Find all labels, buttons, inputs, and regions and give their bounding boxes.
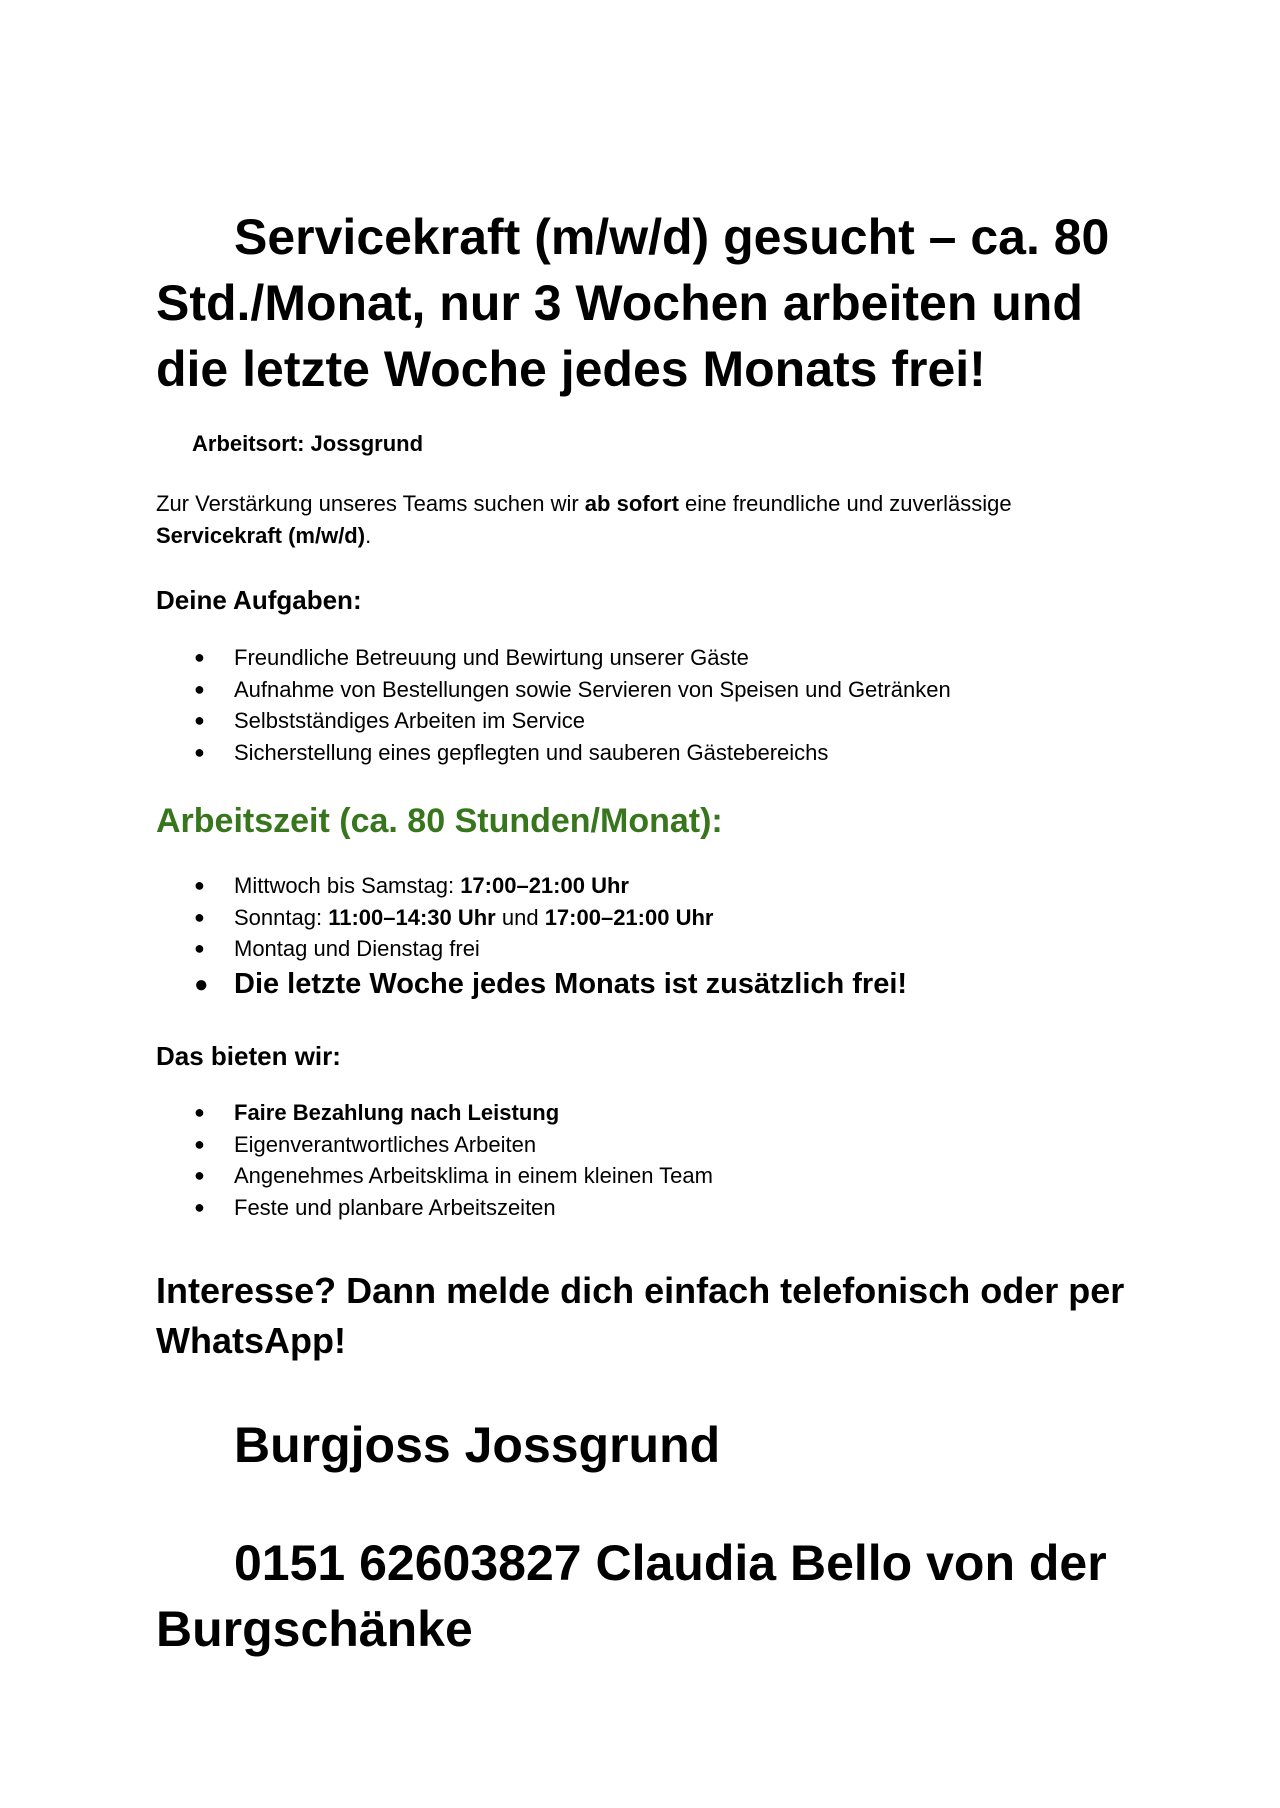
intro-bold-role: Servicekraft (m/w/d): [156, 523, 366, 548]
list-item: ● Angenehmes Arbeitsklima in einem kleinen Team: [156, 1160, 1136, 1192]
bullet-icon: ●: [194, 1165, 205, 1185]
list-item: ● Sonntag: 11:00–14:30 Uhr und 17:00–21:00 Uhr: [156, 902, 1136, 934]
work-location: Arbeitsort: Jossgrund: [192, 431, 424, 456]
hours-list: [156, 870, 1136, 1003]
hours-heading: Arbeitszeit (ca. 80 Stunden/Monat):: [156, 802, 723, 840]
page-title: Servicekraft (m/w/d) gesucht – ca. 80 Std./Monat, nur 3 Wochen arbeiten und die letzte Woche jedes Monats frei!: [156, 209, 1110, 397]
offer-list: [156, 1097, 1136, 1223]
list-item: ● Sicherstellung eines gepflegten und sauberen Gästebereichs: [156, 737, 1136, 769]
bullet-icon: ●: [194, 710, 205, 730]
bullet-icon: ●: [194, 678, 205, 699]
contact-info: 0151 62603827 Claudia Bello von der Burgschänke: [156, 1535, 1107, 1657]
list-item: ● Mittwoch bis Samstag: 17:00–21:00 Uhr: [156, 870, 1136, 902]
list-item: ● Faire Bezahlung nach Leistung: [156, 1097, 1136, 1129]
intro-text-3: .: [365, 523, 372, 548]
list-item: ● Aufnahme von Bestellungen sowie Servieren von Speisen und Getränken: [156, 674, 1136, 706]
intro-text-2: eine freundliche und zuverlässige: [678, 491, 1012, 516]
intro-paragraph: [156, 488, 1136, 552]
bullet-icon: ●: [194, 741, 205, 762]
bullet-icon: ●: [194, 906, 205, 927]
bullet-icon: ●: [194, 647, 205, 667]
call-to-action: Interesse? Dann melde dich einfach telefonisch oder per WhatsApp!: [156, 1270, 1125, 1361]
list-item: ● Feste und planbare Arbeitszeiten: [156, 1192, 1136, 1224]
intro-bold-start: ab sofort: [584, 491, 679, 516]
list-item: ● Eigenverantwortliches Arbeiten: [156, 1129, 1136, 1161]
place-name: Burgjoss Jossgrund: [234, 1417, 721, 1473]
bullet-icon: ●: [194, 1133, 205, 1154]
list-item: ● Montag und Dienstag frei: [156, 933, 1136, 965]
list-item: ● Selbstständiges Arbeiten im Service: [156, 705, 1136, 737]
list-item: ● Freundliche Betreuung und Bewirtung unserer Gäste: [156, 642, 1136, 674]
offer-heading: Das bieten wir:: [156, 1041, 341, 1071]
tasks-list: [156, 642, 1136, 768]
bullet-icon: ●: [194, 938, 205, 958]
bullet-icon: ●: [194, 970, 209, 998]
list-item-highlight: ● Die letzte Woche jedes Monats ist zusätzlich frei!: [156, 965, 1136, 1003]
tasks-heading: Deine Aufgaben:: [156, 585, 362, 615]
bullet-icon: ●: [194, 1102, 205, 1122]
intro-text-1: Zur Verstärkung unseres Teams suchen wir: [156, 491, 585, 516]
bullet-icon: ●: [194, 875, 205, 895]
bullet-icon: ●: [194, 1196, 205, 1217]
